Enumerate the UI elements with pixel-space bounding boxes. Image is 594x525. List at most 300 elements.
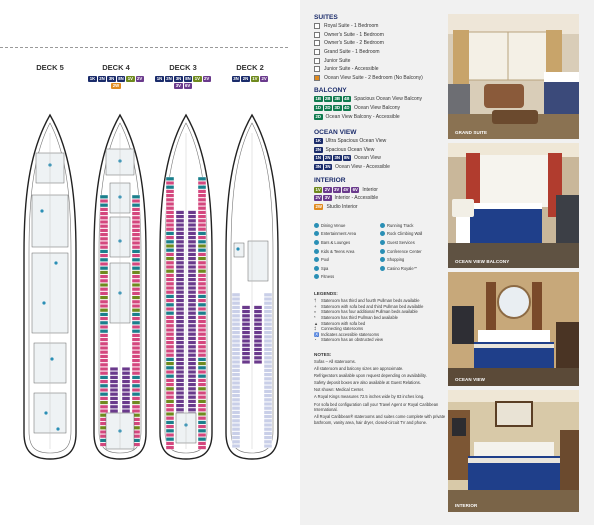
cabin-cell	[132, 409, 140, 413]
cabin-cell	[198, 240, 206, 244]
cabin-cell	[198, 295, 206, 299]
cabin-cell	[198, 358, 206, 362]
cabin-cell	[166, 232, 174, 236]
category-code-chip: 1K	[89, 76, 96, 81]
cabin-cell	[132, 266, 140, 270]
cabin-cell	[132, 229, 140, 233]
cabin-cell	[132, 355, 140, 359]
deck-4-title: DECK 4	[102, 63, 130, 72]
cabin-cell	[132, 233, 140, 237]
cabin-cell	[166, 223, 174, 227]
cabin-cell	[254, 335, 262, 339]
cabin-cell	[100, 338, 108, 342]
amenity-item	[380, 238, 446, 247]
cabin-cell	[132, 250, 140, 254]
cabin-cell	[232, 411, 240, 415]
cabin-cell	[166, 416, 174, 420]
cabin-cell	[232, 394, 240, 398]
cabin-cell	[100, 229, 108, 233]
cabin-cell	[232, 385, 240, 389]
amenity-item	[380, 255, 446, 264]
category-code-chip: 3V	[324, 195, 331, 201]
amenity-label: Pool	[321, 257, 330, 263]
cabin-cell	[264, 360, 272, 364]
cabin-cell	[198, 185, 206, 189]
amenity-item	[314, 221, 380, 230]
cabin-cell	[264, 440, 272, 444]
cabin-cell	[100, 262, 108, 266]
cabin-cell	[166, 328, 174, 332]
legend-symbols-list	[314, 298, 446, 343]
cabin-cell	[188, 286, 196, 290]
cabin-cell	[176, 362, 184, 366]
cabin-cell	[242, 318, 250, 322]
cabin-cell	[242, 322, 250, 326]
suite-swatch-icon	[314, 75, 320, 81]
cabin-cell	[100, 287, 108, 291]
amenity-item	[314, 230, 380, 239]
cabin-cell	[166, 303, 174, 307]
cabin-cell	[198, 337, 206, 341]
cabin-cell	[100, 237, 108, 241]
cabin-cell	[198, 265, 206, 269]
cabin-cell	[176, 391, 184, 395]
legend-row-label: Ultra Spacious Ocean View	[325, 138, 387, 145]
suite-swatch-icon	[314, 58, 320, 64]
cabin-cell	[100, 321, 108, 325]
cabin-cell	[232, 310, 240, 314]
cabin-cell	[176, 290, 184, 294]
cabin-cell	[198, 437, 206, 441]
category-code-chip: 2B	[325, 96, 331, 102]
cabin-cell	[132, 304, 140, 308]
cabin-cell	[198, 416, 206, 420]
cabin-cell	[264, 419, 272, 423]
cabin-cell	[132, 392, 140, 396]
cabin-cell	[188, 299, 196, 303]
category-code-chip: 1V	[127, 76, 133, 81]
cabin-cell	[254, 360, 262, 364]
cabin-cell	[254, 322, 262, 326]
cabin-cell	[198, 391, 206, 395]
cabin-cell	[132, 241, 140, 245]
cabin-cell	[166, 202, 174, 206]
cabin-cell	[188, 328, 196, 332]
cabin-cell	[100, 224, 108, 228]
cabin-cell	[264, 314, 272, 318]
cabin-cell	[264, 394, 272, 398]
legend-row-label: Spacious Ocean View Balcony	[354, 96, 423, 103]
interior-photo	[448, 390, 579, 512]
cabin-cell	[166, 358, 174, 362]
cabin-cell	[232, 415, 240, 419]
legend-row-label: Owner's Suite - 2 Bedroom	[324, 40, 384, 47]
note-item: All Royal Caribbean® staterooms and suites come complete with private bathroom, vanity area, hair dryer, closed-circuit TV and phone.	[314, 414, 446, 425]
cabin-cell	[176, 248, 184, 252]
cabin-cell	[100, 212, 108, 216]
category-code-chip: 1V	[315, 186, 321, 192]
cabin-cell	[110, 384, 118, 388]
cabin-cell	[132, 203, 140, 207]
cabin-cell	[100, 266, 108, 270]
cabin-cell	[132, 262, 140, 266]
amenity-item	[380, 264, 446, 273]
cabin-cell	[232, 444, 240, 448]
cabin-cell	[198, 433, 206, 437]
cabin-cell	[132, 199, 140, 203]
amenity-label: Fitness	[321, 274, 335, 280]
legend-symbol-text: Stateroom has third Pullman bed available	[321, 315, 398, 321]
amenity-icon	[314, 223, 319, 228]
cabin-cell	[242, 360, 250, 364]
grand-suite-caption: GRAND SUITE	[455, 130, 488, 135]
cabin-cell	[132, 367, 140, 371]
cabin-cell	[188, 227, 196, 231]
category-code-chip: 1B	[315, 96, 321, 102]
cabin-cell	[176, 278, 184, 282]
cabin-cell	[122, 367, 130, 371]
deck-3-category-codes	[151, 76, 215, 89]
deck-4-plan[interactable]	[92, 113, 148, 461]
category-code-chip: 2V	[137, 76, 143, 81]
cabin-cell	[188, 379, 196, 383]
cabin-cell	[188, 387, 196, 391]
cabin-cell	[232, 306, 240, 310]
cabin-cell	[198, 274, 206, 278]
legend-symbol-icon: ▲	[314, 320, 319, 326]
cabin-cell	[254, 318, 262, 322]
category-code-chip: 4D	[344, 105, 350, 111]
cabin-cell	[176, 311, 184, 315]
cabin-cell	[166, 353, 174, 357]
cabin-cell	[198, 374, 206, 378]
category-code-chip: 3N	[334, 155, 340, 161]
legend-symbol-icon: ♿	[314, 331, 320, 337]
cabin-cell	[132, 321, 140, 325]
legend-symbol-text: Connecting staterooms	[321, 326, 364, 332]
cabin-cell	[110, 409, 118, 413]
cabin-cell	[132, 380, 140, 384]
cabin-cell	[100, 250, 108, 254]
cabin-cell	[254, 331, 262, 335]
amenity-label: Spa	[321, 265, 329, 271]
interior-list	[314, 185, 446, 211]
cabin-cell	[264, 339, 272, 343]
category-code-chip: 2N	[242, 76, 249, 81]
cabin-cell	[232, 297, 240, 301]
cabin-cell	[198, 349, 206, 353]
cabin-cell	[198, 400, 206, 404]
category-code-chip: 3D	[334, 105, 340, 111]
cabin-cell	[198, 316, 206, 320]
category-code-chip: 8N	[185, 76, 191, 81]
balcony-list	[314, 95, 446, 121]
cabin-cell	[100, 363, 108, 367]
legend-symbol-icon: ◐	[314, 309, 317, 315]
cabin-cell	[166, 412, 174, 416]
legend-row	[314, 104, 446, 113]
suite-swatch-icon	[314, 40, 320, 46]
legend-row	[314, 31, 446, 40]
cabin-cell	[166, 286, 174, 290]
cabin-cell	[198, 353, 206, 357]
legend-row-label: Grand Suite - 1 Bedroom	[324, 49, 380, 56]
legend-row-label: Owner's Suite - 1 Bedroom	[324, 31, 384, 38]
cabin-cell	[132, 216, 140, 220]
cabin-cell	[198, 244, 206, 248]
cabin-cell	[122, 371, 130, 375]
category-code-chip: 3N	[108, 76, 115, 81]
cabin-cell	[166, 190, 174, 194]
cabin-cell	[166, 332, 174, 336]
cabin-cell	[166, 215, 174, 219]
amenity-label: Kids & Teens Area	[321, 248, 355, 254]
cabin-cell	[198, 395, 206, 399]
cabin-cell	[198, 370, 206, 374]
cabin-cell	[198, 236, 206, 240]
cabin-cell	[166, 429, 174, 433]
cabin-cell	[132, 325, 140, 329]
cabin-cell	[176, 227, 184, 231]
cabin-cell	[100, 313, 108, 317]
cabin-cell	[100, 283, 108, 287]
cabin-cell	[132, 292, 140, 296]
category-code-chip: 1K	[315, 138, 321, 144]
legend-symbol-row	[314, 337, 446, 343]
amenity-icon	[380, 223, 385, 228]
cabin-cell	[100, 220, 108, 224]
cabin-cell	[198, 412, 206, 416]
cabin-cell	[254, 352, 262, 356]
legend-row	[314, 56, 446, 65]
cabin-cell	[176, 383, 184, 387]
cabin-cell	[176, 395, 184, 399]
deck-3-plan[interactable]	[158, 113, 214, 461]
cabin-cell	[198, 442, 206, 446]
cabin-cell	[100, 397, 108, 401]
amenity-item	[314, 238, 380, 247]
cabin-cell	[166, 227, 174, 231]
cabin-cell	[132, 338, 140, 342]
cabin-cell	[100, 367, 108, 371]
legend-row	[314, 22, 446, 31]
grand-suite-photo	[448, 14, 579, 139]
cabin-cell	[100, 384, 108, 388]
cabin-cell	[264, 381, 272, 385]
cabin-cell	[132, 334, 140, 338]
amenity-label: Running Track	[387, 222, 414, 228]
note-item: Safety deposit boxes are also available at Guest Relations.	[314, 380, 421, 386]
cabin-cell	[198, 320, 206, 324]
cabin-cell	[100, 392, 108, 396]
suite-swatch-icon	[314, 23, 320, 29]
cabin-cell	[166, 421, 174, 425]
cabin-cell	[110, 380, 118, 384]
cabin-cell	[132, 271, 140, 275]
cabin-cell	[188, 282, 196, 286]
legend-row	[314, 154, 446, 163]
cabin-cell	[100, 355, 108, 359]
cabin-cell	[166, 282, 174, 286]
deck-5-plan[interactable]	[22, 113, 78, 461]
cabin-cell	[166, 442, 174, 446]
cabin-cell	[166, 236, 174, 240]
cabin-cell	[198, 307, 206, 311]
category-code-chip: 3V	[334, 186, 340, 192]
legend-row-label: Ocean View - Accessible	[335, 164, 390, 171]
cabin-cell	[198, 286, 206, 290]
cabin-cell	[188, 236, 196, 240]
deck-4-category-codes	[84, 76, 148, 89]
cabin-cell	[132, 237, 140, 241]
cabin-cell	[100, 405, 108, 409]
cabin-cell	[198, 303, 206, 307]
category-code-chip: 2N	[166, 76, 172, 81]
legend-symbol-icon: *	[314, 315, 316, 321]
cabin-cell	[264, 356, 272, 360]
cabin-cell	[100, 258, 108, 262]
cabin-cell	[176, 320, 184, 324]
cabin-cell	[232, 440, 240, 444]
cabin-cell	[176, 253, 184, 257]
cabin-cell	[176, 353, 184, 357]
cabin-cell	[176, 295, 184, 299]
category-code-chip: 2W	[112, 83, 120, 88]
ocean-view-caption: OCEAN VIEW	[455, 377, 486, 382]
cabin-cell	[198, 383, 206, 387]
cabin-cell	[198, 311, 206, 315]
cabin-cell	[122, 376, 130, 380]
cabin-cell	[100, 371, 108, 375]
legend-row	[314, 74, 446, 83]
cabin-cell	[188, 265, 196, 269]
category-code-chip: 1N	[315, 155, 321, 161]
cabin-cell	[176, 341, 184, 345]
category-code-chip: 4V	[343, 186, 349, 192]
cabin-cell	[264, 301, 272, 305]
legend-symbol-text: Stateroom has third and fourth Pullman beds available	[321, 298, 420, 304]
cabin-cell	[166, 446, 174, 450]
legend-symbol-icon: +	[314, 303, 317, 309]
cabin-cell	[198, 408, 206, 412]
note-item: Refrigerators available upon request depending on availability.	[314, 373, 427, 379]
cabin-cell	[100, 308, 108, 312]
cabin-cell	[166, 316, 174, 320]
cabin-cell	[188, 253, 196, 257]
cabin-cell	[166, 408, 174, 412]
cabin-cell	[166, 219, 174, 223]
ocean-view-balcony-photo	[448, 143, 579, 268]
cabin-cell	[198, 253, 206, 257]
cabin-cell	[254, 310, 262, 314]
cabin-cell	[254, 343, 262, 347]
cabin-cell	[166, 320, 174, 324]
cabin-cell	[166, 211, 174, 215]
cabin-cell	[198, 257, 206, 261]
cabin-cell	[254, 314, 262, 318]
cabin-cell	[132, 208, 140, 212]
amenity-label: Conference Center	[387, 248, 422, 254]
legend-row	[314, 185, 446, 194]
cabin-cell	[188, 248, 196, 252]
legend-row-label: Spacious Ocean View	[325, 146, 375, 153]
cabin-cell	[188, 240, 196, 244]
cabin-cell	[100, 279, 108, 283]
cabin-cell	[188, 274, 196, 278]
deck-2-plan[interactable]	[224, 113, 280, 461]
cabin-cell	[100, 241, 108, 245]
notes-list	[314, 359, 446, 425]
amenity-label: Bars & Lounges	[321, 240, 351, 246]
cabin-cell	[166, 311, 174, 315]
cabin-cell	[132, 258, 140, 262]
stateroom-legend-panel	[300, 0, 446, 525]
cabin-cell	[232, 318, 240, 322]
category-code-chip: 2D	[325, 105, 331, 111]
amenity-item	[314, 255, 380, 264]
cabin-cell	[132, 283, 140, 287]
cabin-cell	[188, 290, 196, 294]
cabin-cell	[232, 293, 240, 297]
deck-5-title: DECK 5	[36, 63, 64, 72]
cabin-cell	[232, 390, 240, 394]
legend-row-label: Junior Suite - Accessible	[324, 66, 379, 73]
amenity-marker-icon	[44, 411, 47, 414]
amenity-label: Rock Climbing Wall	[387, 231, 423, 237]
cabin-cell	[188, 391, 196, 395]
cabin-cell	[232, 348, 240, 352]
cabin-cell	[264, 390, 272, 394]
amenity-marker-icon	[236, 247, 239, 250]
cabin-cell	[132, 212, 140, 216]
cabin-cell	[198, 404, 206, 408]
cabin-cell	[100, 275, 108, 279]
cabin-cell	[100, 199, 108, 203]
cabin-cell	[232, 352, 240, 356]
cabin-cell	[132, 313, 140, 317]
cabin-cell	[232, 339, 240, 343]
cabin-cell	[198, 362, 206, 366]
notes-heading: NOTES:	[314, 352, 332, 357]
deck-2-title: DECK 2	[236, 63, 264, 72]
amenity-item	[314, 247, 380, 256]
cabin-cell	[176, 370, 184, 374]
category-code-chip: 3N	[233, 76, 239, 81]
cabin-cell	[188, 345, 196, 349]
cabin-cell	[100, 216, 108, 220]
category-code-chip: 4B	[344, 96, 350, 102]
amenity-marker-icon	[40, 209, 43, 212]
cabin-cell	[188, 303, 196, 307]
cabin-cell	[132, 346, 140, 350]
amenity-marker-icon	[42, 301, 45, 304]
cabin-cell	[264, 306, 272, 310]
legend-symbol-text: Stateroom has four additional Pullman beds available	[321, 309, 418, 315]
cabin-cell	[188, 244, 196, 248]
cabin-cell	[264, 415, 272, 419]
cabin-cell	[264, 364, 272, 368]
cabin-cell	[166, 324, 174, 328]
cabin-cell	[242, 352, 250, 356]
cabin-cell	[132, 224, 140, 228]
cabin-cell	[264, 369, 272, 373]
cabin-cell	[198, 366, 206, 370]
cabin-cell	[122, 388, 130, 392]
amenity-item	[380, 221, 446, 230]
cabin-cell	[188, 353, 196, 357]
legend-symbol-icon: †	[314, 298, 317, 304]
cabin-cell	[100, 334, 108, 338]
